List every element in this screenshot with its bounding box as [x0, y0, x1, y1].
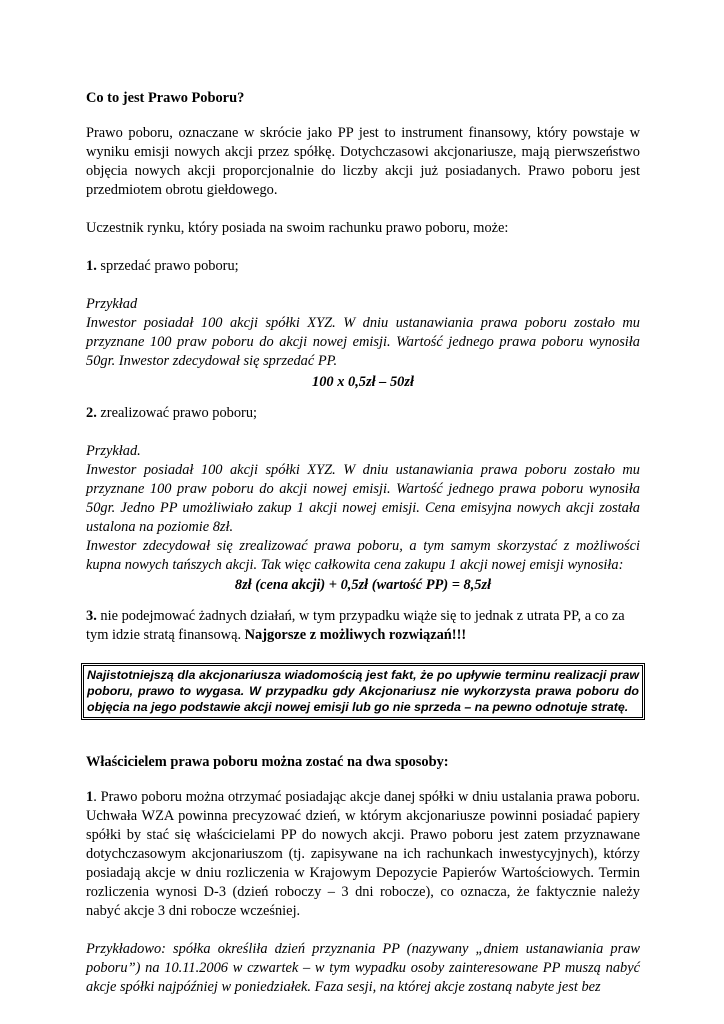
option-1 [86, 257, 640, 276]
option-3 [86, 607, 640, 645]
ownership-heading: Właścicielem prawa poboru można zostać na dwa sposoby: [86, 754, 449, 770]
option-3-text: nie podejmować żadnych działań, w tym przypadku wiąże się to jednak z utrata PP, a co za tym idzie stratą finansową. [86, 608, 625, 643]
example-2-heading: Przykład. [86, 443, 141, 459]
example-final: Przykładowo: spółka określiła dzień przyznania PP (nazywany „dniem ustanawiania praw poboru”) na 10.11.2006 w czwartek – w tym wypadku osoby zainteresowane PP muszą nabyć akcje spółki najpóźniej w poniedziałek. Faza sesji, na której akcje zostaną nabyte jest bez [86, 941, 640, 995]
example-1 [86, 295, 640, 371]
document-title: Co to jest Prawo Poboru? [86, 90, 245, 106]
example-1-text: Inwestor posiadał 100 akcji spółki XYZ. W dniu ustanawiania prawa poboru zostało mu przyznane 100 praw poboru do akcji nowej emisji. Wartość jednego prawa poboru wynosiła 50gr. Inwestor zdecydował się sprzedać PP. [86, 315, 640, 369]
intro-paragraph: Prawo poboru, oznaczane w skrócie jako PP jest to instrument finansowy, który powstaje w wyniku emisji nowych akcji przez spółkę. Dotychczasowi akcjonariusze, mają pierwszeństwo objęcia nowych akcji proporcjonalnie do liczby akcji już posiadanych. Prawo poboru jest przedmiotem obrotu giełdowego. [86, 125, 640, 198]
option-2-text: zrealizować prawo poboru; [96, 405, 258, 421]
notice-box: Najistotniejszą dla akcjonariusza wiadomością jest fakt, że po upływie terminu realizacji praw poboru, prawo to wygasa. W przypadku gdy Akcjonariusz nie wykorzysta prawa poboru do objęcia na jego podstawie akcji nowej emisji lub go nie sprzeda – na pewno odnotuje stratę. [81, 663, 645, 720]
option-3-emphasis: Najgorsze z możliwych rozwiązań!!! [244, 627, 467, 643]
document-page [86, 89, 640, 997]
example-2-text-1: Inwestor posiadał 100 akcji spółki XYZ. W dniu ustanawiania prawa poboru zostało mu przyznane 100 praw poboru do akcji nowej emisji. Wartość jednego prawa poboru wynosiła 50gr. Jedno PP umożliwiało zakup 1 akcji nowej emisji. Cena emisyjna nowych akcji została ustalona na poziomie 8zł. [86, 462, 640, 535]
ownership-1-number: 1 [86, 789, 94, 805]
example-2-text-2: Inwestor zdecydował się zrealizować prawa poboru, a tym samym skorzystać z możliwości kupna nowych tańszych akcji. Tak więc całkowita cena zakupu 1 akcji nowej emisji wynosiła: [86, 538, 640, 573]
example-2 [86, 442, 640, 575]
formula-2: 8zł (cena akcji) + 0,5zł (wartość PP) = 8,5zł [234, 577, 492, 593]
example-1-heading: Przykład [86, 296, 138, 312]
option-1-text: sprzedać prawo poboru; [96, 258, 239, 274]
ownership-1 [86, 788, 640, 921]
option-3-number: 3. [86, 608, 97, 624]
option-2 [86, 404, 640, 423]
ownership-1-text: . Prawo poboru można otrzymać posiadając akcje danej spółki w dniu ustalania prawa poboru. Uchwała WZA powinna precyzować dzień, w którym akcjonariusze powinni posiadać papiery spółki by stać się właścicielami PP do nowych akcji. Prawo poboru jest zatem przyznawane dotychczasowym akcjonariuszom (tj. zapisywane na ich rachunkach inwestycyjnych), którzy posiadają akcje w dniu rozliczenia w Krajowym Depozycie Papierów Wartościowych. Termin rozliczenia wynosi D-3 (dzień roboczy – 3 dni robocze), co oznacza, że faktycznie należy nabyć akcje 3 dni robocze wcześniej. [86, 789, 640, 919]
options-lead: Uczestnik rynku, który posiada na swoim rachunku prawo poboru, może: [86, 220, 509, 236]
formula-1: 100 x 0,5zł – 50zł [312, 374, 414, 390]
option-1-number: 1. [86, 258, 97, 274]
option-2-number: 2. [86, 405, 97, 421]
